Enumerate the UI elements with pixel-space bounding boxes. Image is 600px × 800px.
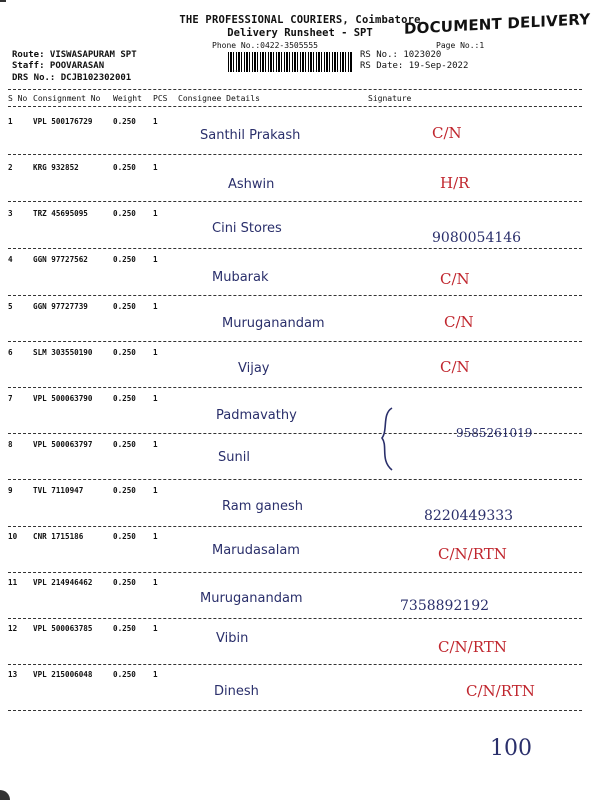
row-weight: 0.250 bbox=[113, 394, 136, 403]
signature: H/R bbox=[440, 174, 470, 192]
row-sno: 9 bbox=[8, 486, 13, 495]
consignee-name: Muruganandam bbox=[222, 316, 325, 331]
col-sno: S No bbox=[8, 94, 28, 103]
brace-mark bbox=[374, 404, 414, 474]
row-pcs: 1 bbox=[153, 532, 158, 541]
row-pcs: 1 bbox=[153, 624, 158, 633]
divider bbox=[8, 295, 582, 296]
divider bbox=[8, 710, 582, 711]
divider bbox=[8, 106, 582, 107]
row-consignment: GGN 97727739 bbox=[33, 302, 88, 311]
signature: C/N/RTN bbox=[466, 682, 535, 700]
row-pcs: 1 bbox=[153, 394, 158, 403]
row-weight: 0.250 bbox=[113, 578, 136, 587]
row-weight: 0.250 bbox=[113, 670, 136, 679]
divider bbox=[8, 664, 582, 665]
divider bbox=[8, 154, 582, 155]
consignee-name: Sunil bbox=[218, 450, 250, 465]
row-weight: 0.250 bbox=[113, 209, 136, 218]
row-pcs: 1 bbox=[153, 255, 158, 264]
consignee-name: Dinesh bbox=[214, 684, 259, 699]
consignee-name: Santhil Prakash bbox=[200, 128, 301, 143]
barcode bbox=[228, 52, 352, 72]
row-sno: 13 bbox=[8, 670, 18, 679]
row-consignment: VPL 500063797 bbox=[33, 440, 93, 449]
col-pcs: PCS bbox=[153, 94, 168, 103]
consignee-name: Padmavathy bbox=[216, 408, 297, 423]
divider bbox=[8, 526, 582, 527]
col-weight: Weight bbox=[113, 94, 142, 103]
divider bbox=[8, 618, 582, 619]
row-pcs: 1 bbox=[153, 578, 158, 587]
row-pcs: 1 bbox=[153, 117, 158, 126]
row-sno: 7 bbox=[8, 394, 13, 403]
handwritten-count: 100 bbox=[490, 736, 532, 761]
signature: C/N bbox=[444, 313, 474, 331]
route-label: Route: VISWASAPURAM SPT bbox=[12, 50, 137, 60]
row-pcs: 1 bbox=[153, 348, 158, 357]
row-sno: 1 bbox=[8, 117, 13, 126]
signature: 9585261019 bbox=[456, 426, 533, 440]
consignee-name: Mubarak bbox=[212, 270, 269, 285]
signature: C/N bbox=[440, 358, 470, 376]
signature: 7358892192 bbox=[400, 598, 490, 614]
row-weight: 0.250 bbox=[113, 117, 136, 126]
company-title: THE PROFESSIONAL COURIERS, Coimbatore bbox=[179, 14, 421, 26]
scan-mark bbox=[0, 0, 6, 2]
row-weight: 0.250 bbox=[113, 532, 136, 541]
row-pcs: 1 bbox=[153, 670, 158, 679]
col-signature: Signature bbox=[368, 94, 412, 103]
document-delivery-stamp: DOCUMENT DELIVERY bbox=[404, 10, 591, 38]
divider bbox=[8, 201, 582, 202]
signature: C/N bbox=[440, 270, 470, 288]
row-consignment: VPL 500063785 bbox=[33, 624, 93, 633]
row-pcs: 1 bbox=[153, 302, 158, 311]
row-sno: 5 bbox=[8, 302, 13, 311]
consignee-name: Ashwin bbox=[228, 177, 275, 192]
col-consignment: Consignment No bbox=[33, 94, 101, 103]
row-consignment: KRG 932852 bbox=[33, 163, 79, 172]
rs-date: RS Date: 19-Sep-2022 bbox=[360, 61, 469, 71]
row-weight: 0.250 bbox=[113, 255, 136, 264]
row-consignment: TRZ 45695095 bbox=[33, 209, 88, 218]
row-consignment: VPL 214946462 bbox=[33, 578, 93, 587]
row-weight: 0.250 bbox=[113, 486, 136, 495]
row-sno: 12 bbox=[8, 624, 18, 633]
divider bbox=[8, 248, 582, 249]
divider bbox=[8, 89, 582, 90]
row-consignment: VPL 500063790 bbox=[33, 394, 93, 403]
drs-number: DRS No.: DCJB102302001 bbox=[12, 73, 132, 83]
scan-mark bbox=[0, 790, 10, 800]
row-pcs: 1 bbox=[153, 440, 158, 449]
signature: C/N bbox=[432, 124, 462, 142]
row-weight: 0.250 bbox=[113, 624, 136, 633]
divider bbox=[8, 387, 582, 388]
row-sno: 2 bbox=[8, 163, 13, 172]
consignee-name: Muruganandam bbox=[200, 591, 303, 606]
divider bbox=[8, 479, 582, 480]
row-consignment: CNR 1715186 bbox=[33, 532, 84, 541]
row-consignment: SLM 303550190 bbox=[33, 348, 93, 357]
divider bbox=[8, 341, 582, 342]
row-pcs: 1 bbox=[153, 209, 158, 218]
phone-number: Phone No.:0422-3505555 bbox=[212, 41, 318, 50]
row-weight: 0.250 bbox=[113, 163, 136, 172]
col-consignee: Consignee Details bbox=[178, 94, 260, 103]
signature: C/N/RTN bbox=[438, 545, 507, 563]
row-consignment: VPL 500176729 bbox=[33, 117, 93, 126]
rs-number: RS No.: 1023020 bbox=[360, 50, 442, 60]
row-weight: 0.250 bbox=[113, 348, 136, 357]
staff-label: Staff: POOVARASAN bbox=[12, 61, 105, 71]
consignee-name: Vijay bbox=[238, 361, 270, 376]
page-number: Page No.:1 bbox=[436, 41, 485, 50]
row-consignment: GGN 97727562 bbox=[33, 255, 88, 264]
row-weight: 0.250 bbox=[113, 440, 136, 449]
row-consignment: TVL 7110947 bbox=[33, 486, 84, 495]
divider bbox=[8, 572, 582, 573]
runsheet-subtitle: Delivery Runsheet - SPT bbox=[227, 27, 373, 39]
row-sno: 6 bbox=[8, 348, 13, 357]
row-weight: 0.250 bbox=[113, 302, 136, 311]
row-sno: 3 bbox=[8, 209, 13, 218]
signature: 8220449333 bbox=[424, 508, 514, 524]
row-pcs: 1 bbox=[153, 486, 158, 495]
row-sno: 8 bbox=[8, 440, 13, 449]
consignee-name: Ram ganesh bbox=[222, 499, 303, 514]
signature: 9080054146 bbox=[432, 230, 522, 246]
row-sno: 11 bbox=[8, 578, 18, 587]
signature: C/N/RTN bbox=[438, 638, 507, 656]
row-pcs: 1 bbox=[153, 163, 158, 172]
row-sno: 10 bbox=[8, 532, 18, 541]
consignee-name: Vibin bbox=[216, 631, 249, 646]
row-consignment: VPL 215006048 bbox=[33, 670, 93, 679]
consignee-name: Marudasalam bbox=[212, 543, 300, 558]
row-sno: 4 bbox=[8, 255, 13, 264]
consignee-name: Cini Stores bbox=[212, 221, 282, 236]
